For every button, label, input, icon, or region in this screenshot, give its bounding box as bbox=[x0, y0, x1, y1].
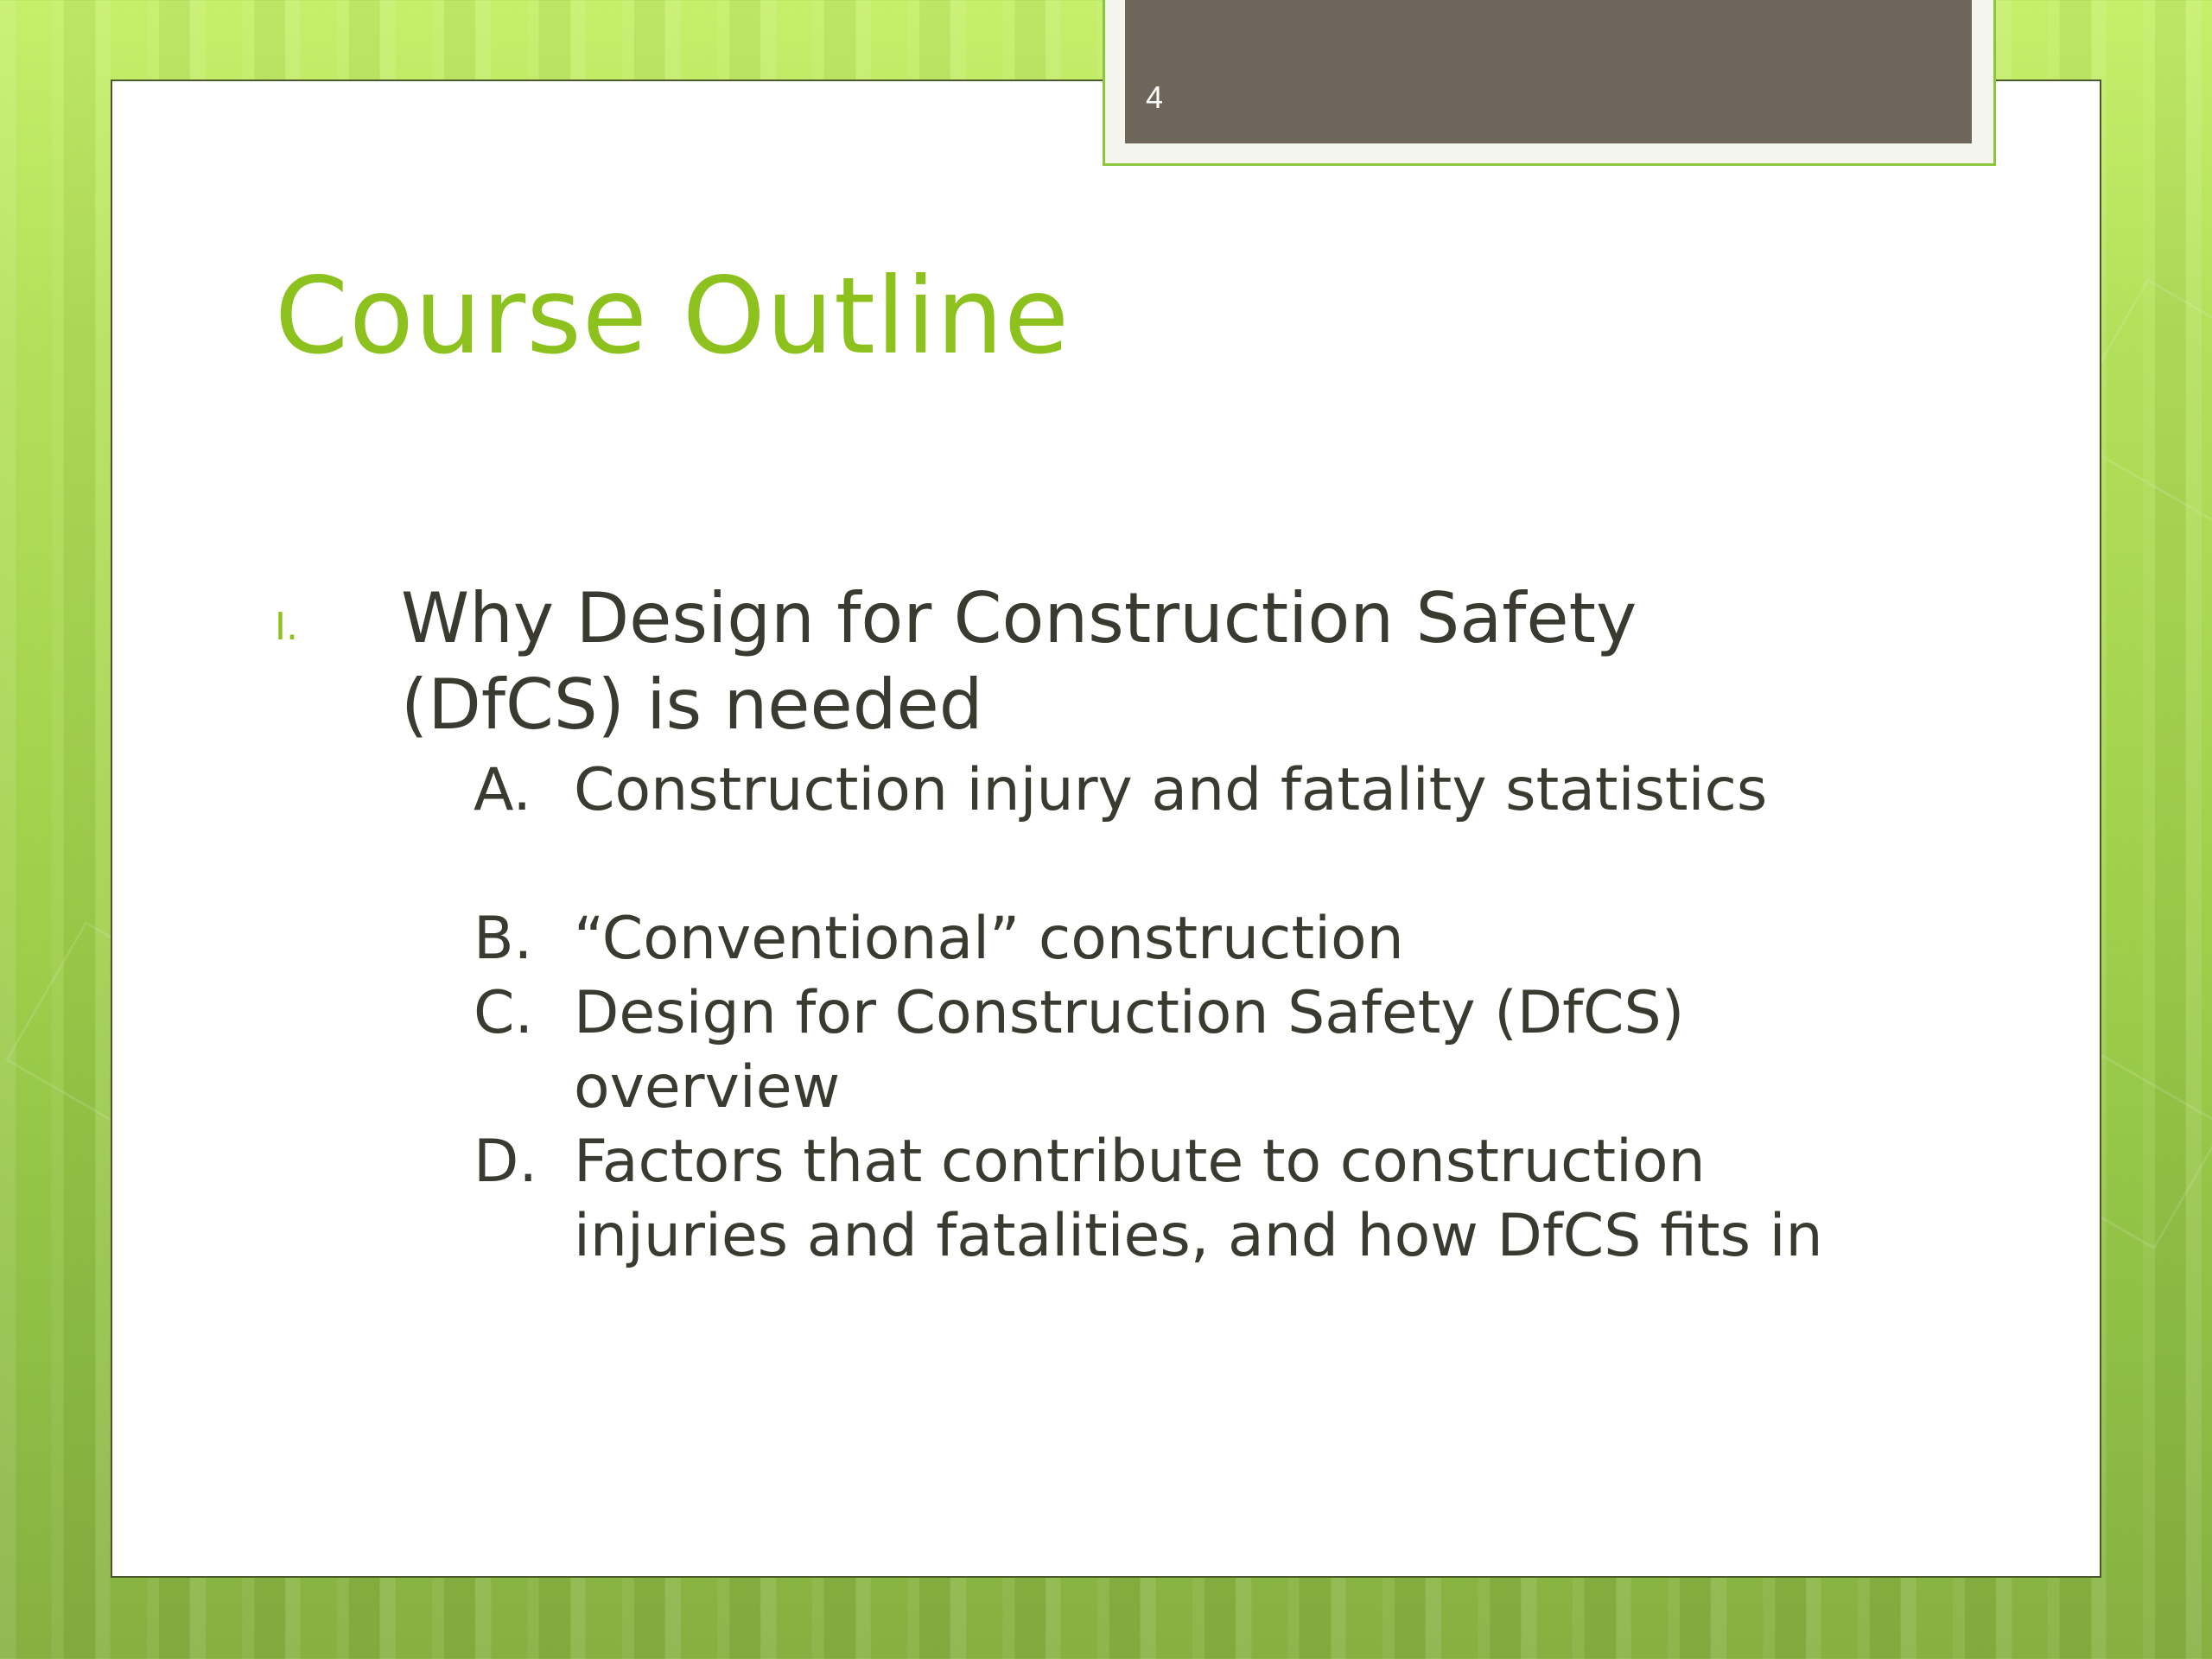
outline-subitem-marker: C. bbox=[474, 979, 534, 1047]
outline-item-text: Why Design for Construction Safety (DfCS) is needed bbox=[401, 578, 1637, 745]
slide-title: Course Outline bbox=[275, 255, 1071, 378]
slide-number-panel bbox=[1125, 0, 1972, 143]
outline-subitem-text: Factors that contribute to construction injuries and fatalities, and how DfCS fits in bbox=[574, 1128, 1823, 1270]
outline-subitem-marker: B. bbox=[474, 905, 533, 973]
outline-subitem-text: Design for Construction Safety (DfCS) overview bbox=[574, 979, 1685, 1122]
outline-subitem-marker: D. bbox=[474, 1128, 537, 1196]
slide-number: 4 bbox=[1146, 79, 1164, 115]
outline-subitem-text: Construction injury and fatality statistics bbox=[574, 756, 1768, 824]
outline-item-marker: I. bbox=[275, 605, 298, 649]
outline-subitem-marker: A. bbox=[474, 756, 531, 824]
outline-subitem-text: “Conventional” construction bbox=[574, 905, 1404, 973]
